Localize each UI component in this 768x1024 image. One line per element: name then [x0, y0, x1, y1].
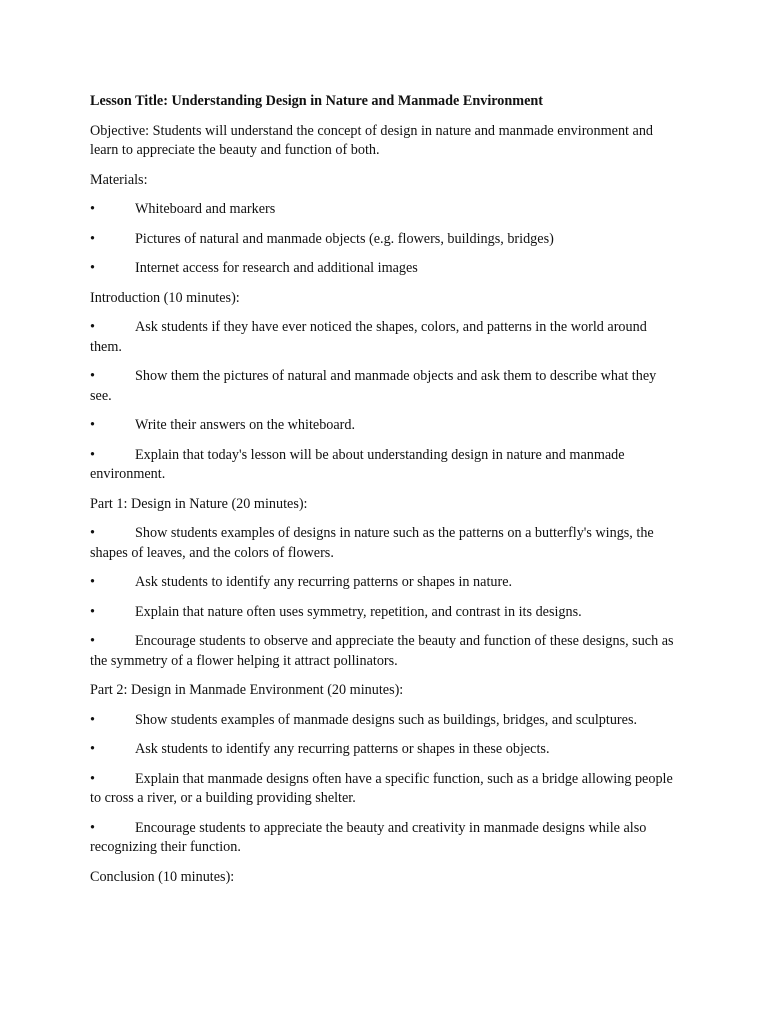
- list-item: [90, 632, 680, 671]
- part2-heading: Part 2: Design in Manmade Environment (20 minutes):: [90, 682, 404, 698]
- lesson-title: Lesson Title: Understanding Design in Nature and Manmade Environment: [90, 93, 544, 109]
- list-item-text: Write their answers on the whiteboard.: [135, 417, 356, 433]
- list-item-text: Explain that manmade designs often have a specific function, such as a bridge allowing people to cross a river, or a building providing shelter.: [90, 770, 673, 806]
- document-page: [90, 92, 680, 897]
- list-item-text: Show them the pictures of natural and manmade objects and ask them to describe what they see.: [90, 368, 657, 404]
- list-item: [90, 446, 680, 485]
- list-item-text: Encourage students to observe and appreciate the beauty and function of these designs, such as the symmetry of a flower helping it attract pollinators.: [90, 633, 674, 669]
- list-item: [90, 740, 680, 760]
- list-item: [90, 367, 680, 406]
- list-item: [90, 711, 680, 731]
- list-item: [90, 318, 680, 357]
- bullet-icon: •: [90, 711, 95, 728]
- bullet-icon: •: [90, 819, 95, 836]
- bullet-icon: •: [90, 319, 95, 335]
- bullet-icon: •: [90, 770, 95, 787]
- bullet-icon: •: [90, 201, 95, 217]
- list-item: [90, 603, 680, 623]
- bullet-icon: •: [90, 633, 95, 649]
- bullet-icon: •: [90, 574, 95, 590]
- list-item-text: Internet access for research and additional images: [135, 260, 418, 276]
- bullet-icon: •: [90, 446, 95, 463]
- list-item: [90, 770, 680, 809]
- list-item-text: Ask students if they have ever noticed the shapes, colors, and patterns in the world around them.: [90, 319, 647, 355]
- objective-paragraph: Objective: Students will understand the concept of design in nature and manmade environment and learn to appreciate the beauty and function of both.: [90, 122, 654, 158]
- bullet-icon: •: [90, 525, 95, 541]
- bullet-icon: •: [90, 230, 95, 247]
- list-item-text: Explain that today's lesson will be about understanding design in nature and manmade environment.: [90, 446, 625, 482]
- introduction-heading: Introduction (10 minutes):: [90, 289, 240, 306]
- bullet-icon: •: [90, 741, 95, 757]
- list-item-text: Ask students to identify any recurring patterns or shapes in nature.: [135, 574, 513, 590]
- list-item-text: Show students examples of designs in nature such as the patterns on a butterfly's wings, the shapes of leaves, and the colors of flowers.: [90, 525, 654, 561]
- bullet-icon: •: [90, 368, 95, 384]
- list-item: [90, 819, 680, 858]
- list-item: [90, 573, 680, 593]
- list-item-text: Show students examples of manmade designs such as buildings, bridges, and sculptures.: [135, 711, 638, 728]
- bullet-icon: •: [90, 260, 95, 276]
- list-item-text: Encourage students to appreciate the beauty and creativity in manmade designs while also recognizing their function.: [90, 819, 647, 855]
- list-item: [90, 524, 680, 563]
- list-item: [90, 416, 680, 436]
- list-item-text: Ask students to identify any recurring patterns or shapes in these objects.: [135, 741, 550, 757]
- list-item: [90, 259, 680, 279]
- list-item: [90, 230, 680, 250]
- list-item-text: Whiteboard and markers: [135, 201, 276, 217]
- list-item-text: Pictures of natural and manmade objects (e.g. flowers, buildings, bridges): [135, 230, 554, 247]
- part1-heading: Part 1: Design in Nature (20 minutes):: [90, 495, 308, 512]
- bullet-icon: •: [90, 603, 95, 620]
- conclusion-heading: Conclusion (10 minutes):: [90, 868, 235, 885]
- list-item: [90, 200, 680, 220]
- bullet-icon: •: [90, 417, 95, 433]
- list-item-text: Explain that nature often uses symmetry, repetition, and contrast in its designs.: [135, 603, 582, 620]
- materials-heading: Materials:: [90, 171, 148, 188]
